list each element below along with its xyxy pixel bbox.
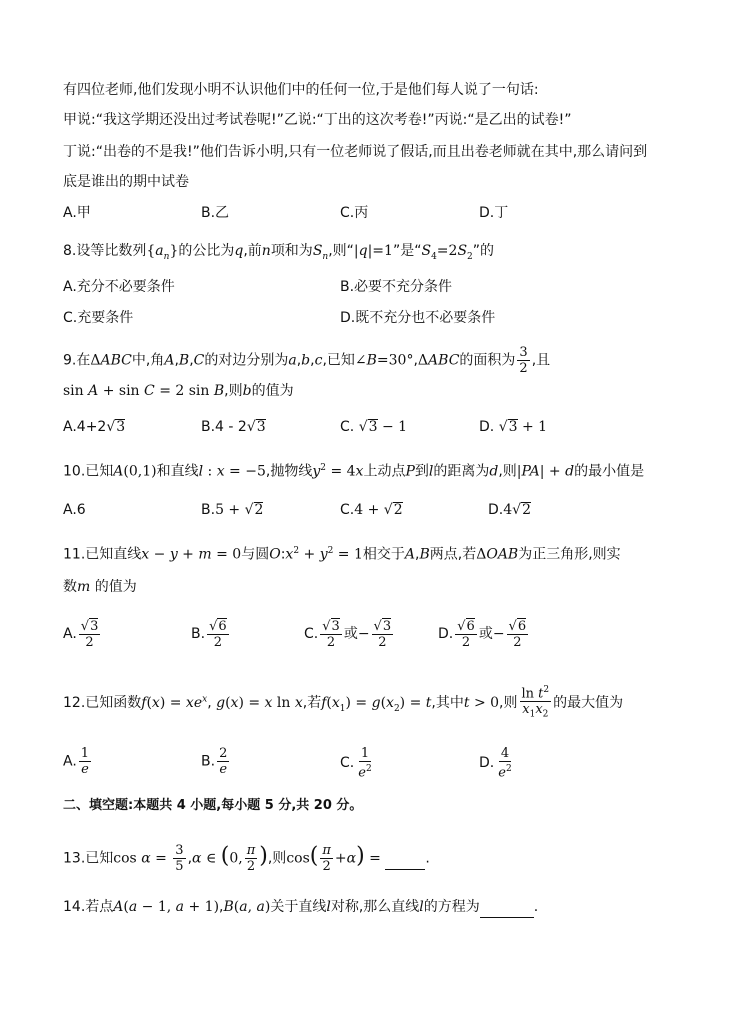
q11-stem-f: 为正三角形,则实: [518, 546, 621, 563]
q10-option-b-label: B.: [201, 502, 216, 518]
q9-stem-e: 的面积为: [459, 352, 516, 369]
q9-option-a: A.4+2√3: [63, 419, 126, 435]
q9-stem-g: ,则: [224, 383, 243, 399]
q9-option-d-label: D.: [479, 419, 495, 435]
q10-stem-b: 和直线: [156, 463, 199, 480]
q12-option-b-label: B.: [201, 753, 216, 770]
q8-stem: 8.设等比数列$\{a_n\}$的公比为q,前n项和为$S_n$,则“|q|=1”是“$S_4=2S_2$”的: [63, 243, 495, 262]
q12-option-a-label: A.: [63, 753, 77, 770]
q14-stem-e: .: [533, 899, 539, 915]
q14-stem-d: 的方程为: [423, 899, 480, 915]
q12-option-c: C. $\frac{1}{e^2}$: [340, 746, 372, 781]
q10-option-c: C.4 + √2: [340, 502, 403, 518]
intro-line-4: 底是谁出的期中试卷: [63, 174, 189, 190]
q7-option-b: B.乙: [201, 205, 230, 221]
q12-stem-c: ,其中: [431, 694, 464, 711]
q12-stem-d: ,则: [499, 694, 518, 711]
q7-option-a: A.甲: [63, 205, 91, 221]
q9-stem-h: 的值为: [251, 383, 294, 399]
q10-option-a: A.6: [63, 502, 86, 518]
q10-stem-f: 的距离为: [433, 463, 490, 480]
q13-stem: 13.已知cos α = $\frac{3}{5}$ ,α ∈ (0, $\frac{\pi}{2}$ ),则cos( $\frac{\pi}{2}$ +α) = .: [63, 843, 430, 874]
q13-stem-a: 13.已知: [63, 850, 114, 867]
q11-option-c-label: C.: [304, 626, 319, 642]
q9-option-b: B.4 - 2√3: [201, 419, 266, 435]
q12-option-c-label: C.: [340, 755, 355, 772]
q13-stem-b: ,则: [267, 850, 287, 867]
q10-option-b: B.5 + √2: [201, 502, 264, 518]
q12-option-b: B. $\frac{2}{e}$: [201, 746, 228, 777]
q14-stem-a: 14.若点: [63, 899, 114, 915]
section-2-header: 二、填空题:本题共 4 小题,每小题 5 分,共 20 分。: [63, 798, 363, 813]
intro-line-3: 丁说:“出卷的不是我!”他们告诉小明,只有一位老师说了假话,而且出卷老师就在其中,那么请问到: [63, 144, 648, 160]
q8-stem-b: 的公比为: [178, 243, 235, 259]
intro-line-2: 甲说:“我这学期还没出过考试卷呢!”乙说:“丁出的这次考卷!”丙说:“是乙出的试卷!”: [63, 112, 572, 128]
q12-option-a: A. $\frac{1}{e}$: [63, 746, 90, 777]
q10-option-c-label: C.: [340, 502, 355, 518]
q14-stem-c: 对称,那么直线: [330, 899, 420, 915]
q11-option-d-label: D.: [438, 626, 454, 642]
q10-stem-e: 到: [414, 463, 429, 480]
q10-stem-g: ,则: [498, 463, 517, 480]
q11-stem-e: 两点,若: [429, 546, 477, 563]
q7-option-d: D.丁: [479, 205, 509, 221]
q8-stem-e: ,则“: [328, 243, 354, 259]
q7-option-c: C.丙: [340, 205, 369, 221]
q13-stem-c: .: [425, 850, 430, 867]
q8-stem-f: ”是“: [392, 243, 422, 259]
q11-option-b-label: B.: [191, 626, 206, 642]
q9-stem-2: sin A + sin C = 2 sin B,则b的值为: [63, 383, 294, 399]
q14-stem-b: 关于直线: [270, 899, 327, 915]
q8-stem-a: 8.设等比数列: [63, 243, 147, 259]
q9-stem-d: ,已知: [322, 352, 355, 369]
q14-stem: 14.若点A(a − 1, a + 1),B(a, a)关于直线l对称,那么直线l的方程为 .: [63, 897, 538, 918]
q10-stem-d: 上动点: [363, 463, 406, 480]
q8-option-c: C.充要条件: [63, 310, 134, 326]
q12-stem-a: 12.已知函数: [63, 694, 142, 711]
q11-option-a-label: A.: [63, 626, 77, 642]
q8-stem-c: ,前: [243, 243, 262, 259]
q11-option-c-or: 或: [343, 626, 358, 642]
q9-stem-a: 9.在: [63, 352, 91, 369]
q9-option-d: D. √3 + 1: [479, 419, 548, 435]
q12-option-d: D. $\frac{4}{e^2}$: [479, 746, 512, 781]
q8-stem-d: 项和为: [270, 243, 313, 259]
q9-stem-f: ,且: [531, 352, 551, 369]
q11-stem-b: 与圆: [241, 546, 270, 563]
q13-answer-blank[interactable]: [385, 849, 425, 870]
q9-option-a-label: A.4+2: [63, 419, 107, 435]
q9-option-b-label: B.4 - 2: [201, 419, 247, 435]
q11-option-a: A. $\frac{√3}{2}$: [63, 619, 99, 650]
q11-option-d-or: 或: [478, 626, 493, 642]
q11-stem-1: 11.已知直线x − y + m = 0与圆$O:x^2 + y^2 = 1$相交于A,B两点,若ΔOAB为正三角形,则实: [63, 546, 621, 563]
q11-stem-a: 11.已知直线: [63, 546, 142, 563]
q12-option-d-label: D.: [479, 755, 495, 772]
q11-option-b: B. $\frac{√6}{2}$: [191, 619, 227, 650]
q8-option-b: B.必要不充分条件: [340, 279, 453, 295]
q8-option-a: A.充分不必要条件: [63, 279, 175, 295]
q11-option-d: D. $\frac{√6}{2}$ 或− $\frac{√6}{2}$: [438, 619, 527, 650]
q11-stem-c: :: [280, 546, 286, 563]
q11-stem-2: 数m 的值为: [63, 579, 137, 595]
q10-stem-a: 10.已知: [63, 463, 114, 480]
q9-option-c: C. √3 − 1: [340, 419, 408, 435]
q10-stem-c: ,抛物线: [265, 463, 313, 480]
intro-line-1: 有四位老师,他们发现小明不认识他们中的任何一位,于是他们每人说了一句话:: [63, 82, 539, 98]
q11-stem2-b: 的值为: [90, 579, 137, 595]
q10-option-d: D.4√2: [488, 502, 531, 518]
q11-option-c: C. $\frac{√3}{2}$ 或− $\frac{√3}{2}$: [304, 619, 392, 650]
q10-stem-h: 的最小值是: [574, 463, 645, 480]
q10-option-d-label: D.: [488, 502, 504, 518]
q9-stem-1: 9.在ΔABC中,角A,B,C的对边分别为a,b,c,已知∠B=30°,ΔABC的面积为 $\frac{3}{2}$ ,且: [63, 345, 551, 376]
q12-stem-e: 的最大值为: [553, 694, 624, 711]
q9-stem-b: 中,角: [131, 352, 165, 369]
q12-stem-b: ,若: [302, 694, 322, 711]
q9-option-c-label: C.: [340, 419, 355, 435]
q9-stem-c: 的对边分别为: [204, 352, 289, 369]
q8-option-d: D.既不充分也不必要条件: [340, 310, 496, 326]
q12-stem: 12.已知函数$f(x) = xe^x$, g(x) = x ln x,若$f(x_1) = g(x_2) = t$,其中t > 0,则 $\frac{\ln t^2}{x_1x_2}$ 的最大值为: [63, 685, 624, 720]
q10-stem: 10.已知A(0,1)和直线l : x = −5,抛物线$y^2 = 4x$上动点P到l的距离为d,则|PA| + d的最小值是: [63, 463, 645, 480]
q11-stem2-a: 数: [63, 579, 77, 595]
q8-stem-g: ”的: [472, 243, 495, 259]
q14-answer-blank[interactable]: [480, 897, 534, 918]
q11-stem-d: 相交于: [362, 546, 405, 563]
q9-area-fraction: $\frac{3}{2}$: [519, 345, 528, 376]
